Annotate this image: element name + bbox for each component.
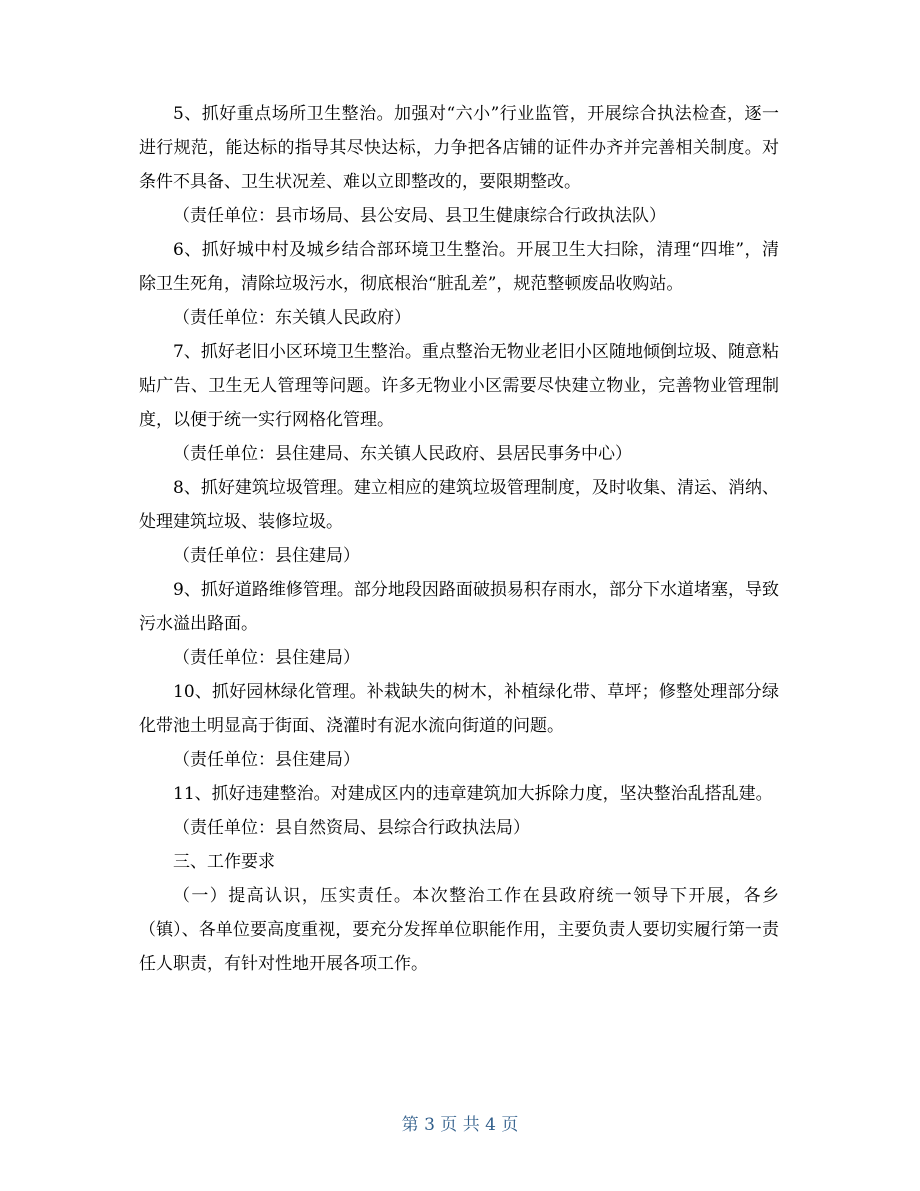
responsibility-line-5: （责任单位：县市场局、县公安局、县卫生健康综合行政执法队） [173, 206, 666, 226]
page-number-label: 第 3 页 共 4 页 [401, 1115, 519, 1135]
responsibility-line-7: （责任单位：县住建局、东关镇人民政府、县居民事务中心） [173, 444, 632, 464]
document-body [139, 97, 779, 981]
responsibility-line-11: （责任单位：县自然资局、县综合行政执法局） [173, 818, 530, 838]
responsibility-line-6: （责任单位：东关镇人民政府） [173, 308, 411, 328]
paragraph-requirement-1: （一）提高认识，压实责任。本次整治工作在县政府统一领导下开展，各乡（镇）、各单位要高度重视，要充分发挥单位职能作用，主要负责人要切实履行第一责任人职责，有针对性地开展各项工作。 [139, 886, 779, 974]
paragraph-item-6: 6、抓好城中村及城乡结合部环境卫生整治。开展卫生大扫除，清理“四堆”，清除卫生死角，清除垃圾污水，彻底根治“脏乱差”，规范整顿废品收购站。 [139, 240, 779, 294]
paragraph-item-5: 5、抓好重点场所卫生整治。加强对“六小”行业监管，开展综合执法检查，逐一进行规范，能达标的指导其尽快达标，力争把各店铺的证件办齐并完善相关制度。对条件不具备、卫生状况差、难以立即整改的，要限期整改。 [139, 104, 779, 192]
section-heading-work-requirements: 三、工作要求 [173, 852, 275, 872]
page-footer [0, 1110, 920, 1140]
responsibility-line-9: （责任单位：县住建局） [173, 648, 360, 668]
responsibility-line-8: （责任单位：县住建局） [173, 546, 360, 566]
paragraph-item-10: 10、抓好园林绿化管理。补栽缺失的树木，补植绿化带、草坪；修整处理部分绿化带池土明显高于街面、浇灌时有泥水流向街道的问题。 [139, 682, 779, 736]
responsibility-line-10: （责任单位：县住建局） [173, 750, 360, 770]
paragraph-item-7: 7、抓好老旧小区环境卫生整治。重点整治无物业老旧小区随地倾倒垃圾、随意粘贴广告、卫生无人管理等问题。许多无物业小区需要尽快建立物业，完善物业管理制度，以便于统一实行网格化管理。 [139, 342, 779, 430]
paragraph-item-9: 9、抓好道路维修管理。部分地段因路面破损易积存雨水，部分下水道堵塞，导致污水溢出路面。 [139, 580, 779, 634]
paragraph-item-8: 8、抓好建筑垃圾管理。建立相应的建筑垃圾管理制度，及时收集、清运、消纳、处理建筑垃圾、装修垃圾。 [139, 478, 779, 532]
paragraph-item-11: 11、抓好违建整治。对建成区内的违章建筑加大拆除力度，坚决整治乱搭乱建。 [173, 784, 773, 804]
